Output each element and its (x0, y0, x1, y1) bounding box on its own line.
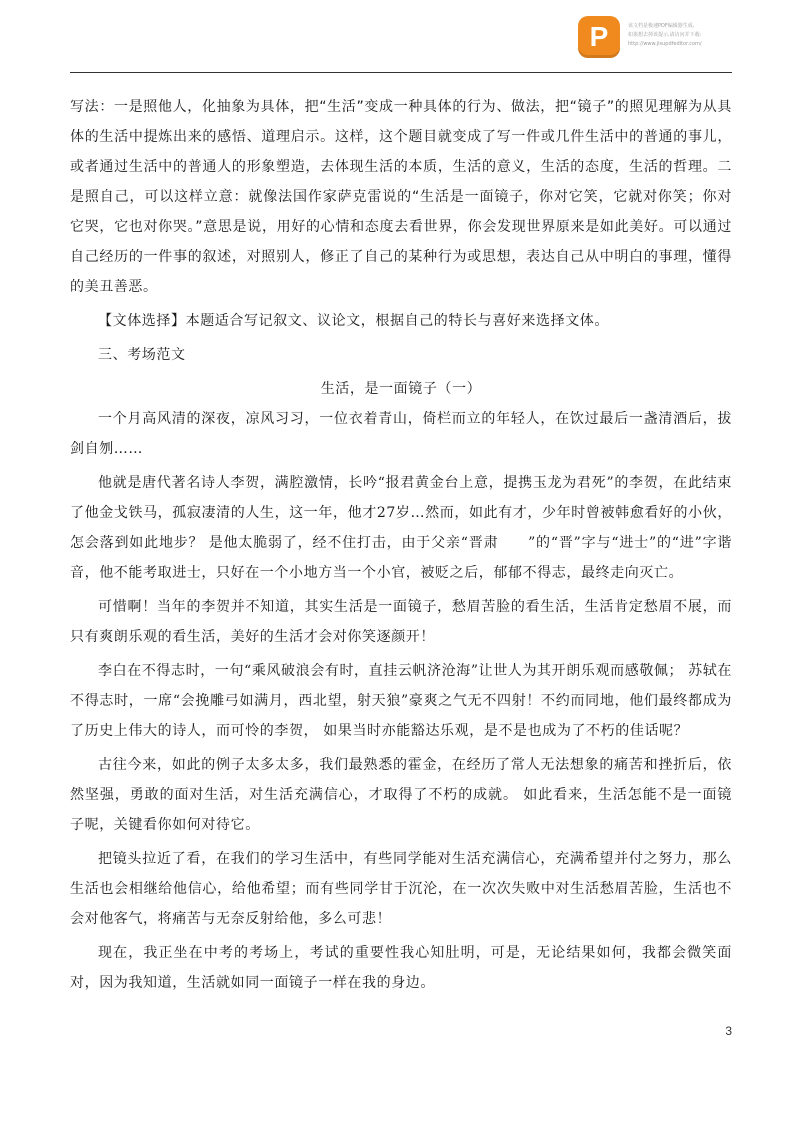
pdf-editor-logo-icon (578, 16, 620, 58)
article-paragraph: 现在，我正坐在中考的考场上，考试的重要性我心知肚明，可是，无论结果如何，我都会微笑面对，因为我知道，生活就如同一面镜子一样在我的身边。 (70, 945, 732, 991)
body-paragraph-genre-choice: 【文体选择】本题适合写记叙文、议论文，根据自己的特长与喜好来选择文体。 (98, 313, 609, 329)
document-body (70, 92, 732, 998)
article-paragraph: 李白在不得志时，一句“乘风破浪会有时，直挂云帆济沧海”让世人为其开朗乐观而感敬佩； 苏轼在不得志时，一席“会挽雕弓如满月，西北望，射天狼”豪爽之气无不四射！不约而同地，他们最终都成为了历史上伟大的诗人，而可怜的李贺， 如果当时亦能豁达乐观，是不是也成为了不朽的佳话呢？ (70, 663, 732, 739)
article-paragraph: 把镜头拉近了看，在我们的学习生活中，有些同学能对生活充满信心，充满希望并付之努力，那么生活也会相继给他信心，给他希望；而有些同学甘于沉沦，在一次次失败中对生活愁眉苦脸，生活也不会对他客气，将痛苦与无奈反射给他，多么可悲！ (70, 851, 732, 927)
header-divider (70, 72, 732, 73)
watermark-line: 该文档是极速PDF编辑器生成, (628, 23, 695, 29)
article-paragraph: 古往今来，如此的例子太多太多，我们最熟悉的霍金，在经历了常人无法想象的痛苦和挫折后，依然坚强，勇敢的面对生活，对生活充满信心，才取得了不朽的成就。 如此看来，生活怎能不是一面镜子呢，关键看你如何对待它。 (70, 757, 732, 833)
page-number: 3 (725, 1024, 732, 1038)
article-paragraph: 可惜啊！当年的李贺并不知道，其实生活是一面镜子，愁眉苦脸的看生活，生活肯定愁眉不展，而只有爽朗乐观的看生活，美好的生活才会对你笑逐颜开！ (70, 599, 732, 645)
article-title: 生活，是一面镜子（一） (320, 381, 482, 397)
body-paragraph-writing-method: 写法：一是照他人，化抽象为具体，把“生活”变成一种具体的行为、做法，把“镜子”的照见理解为从具体的生活中提炼出来的感悟、道理启示。这样，这个题目就变成了写一件或几件生活中的普通的事儿，或者通过生活中的普通人的形象塑造，去体现生活的本质，生活的意义，生活的态度，生活的哲理。二是照自己，可以这样立意：就像法国作家萨克雷说的“生活是一面镜子，你对它笑，它就对你笑；你对它哭，它也对你哭。”意思是说，用好的心情和态度去看世界，你会发现世界原来是如此美好。可以通过自己经历的一件事的叙述，对照别人，修正了自己的某种行为或思想，表达自己从中明白的事理，懂得的美丑善恶。 (70, 99, 732, 295)
article-paragraph: 一个月高风清的深夜，凉风习习，一位衣着青山，倚栏而立的年轻人，在饮过最后一盏清酒后，拔剑自刎…… (70, 411, 732, 457)
section-heading: 三、考场范文 (98, 347, 186, 363)
logo-letter: P (589, 21, 609, 52)
watermark-line: 如果想去掉该提示,请访问并下载: (628, 32, 702, 38)
editor-watermark-notice (628, 22, 778, 49)
watermark-line: http://www.jisupdfeditor.com/ (628, 41, 702, 47)
page-header (0, 0, 794, 80)
article-paragraph: 他就是唐代著名诗人李贺，满腔激情，长吟“报君黄金台上意，提携玉龙为君死”的李贺，在此结束了他金戈铁马，孤寂凄清的人生，这一年，他才27岁…然而，如此有才，少年时曾被韩愈看好的小伙，怎会落到如此地步？ 是他太脆弱了，经不住打击，由于父亲“晋肃 ”的“晋”字与“进士”的“进”字谐音，他不能考取进士，只好在一个小地方当一个小官，被贬之后，郁郁不得志，最终走向灭亡。 (70, 475, 732, 581)
